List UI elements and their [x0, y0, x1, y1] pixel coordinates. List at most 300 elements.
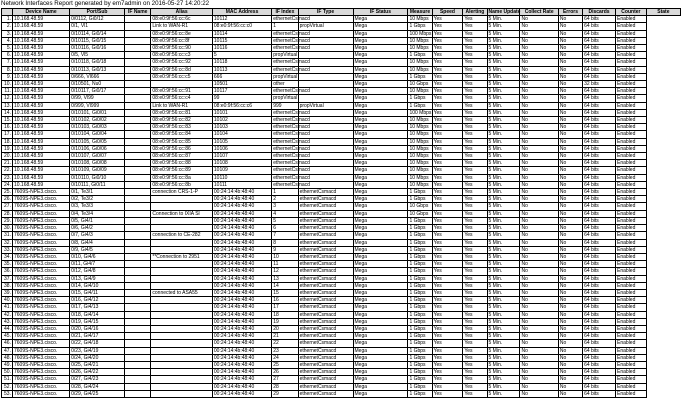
- table-cell: [151, 318, 213, 325]
- table-cell: 0/10117, Gi0/17: [70, 88, 125, 95]
- table-cell: Yes: [463, 95, 487, 102]
- table-cell: 23: [272, 347, 298, 354]
- table-cell: ethernetCsmacd: [273, 117, 310, 124]
- table-cell: Yes: [432, 282, 463, 289]
- table-cell: 12: [272, 268, 298, 275]
- table-cell: 1 Gbps: [408, 225, 432, 232]
- table-cell: Yes: [432, 376, 463, 383]
- table-cell: 0/29, Gi4/25: [70, 390, 125, 397]
- table-cell: 64 bits: [583, 196, 616, 203]
- table-cell: No: [558, 145, 582, 152]
- table-cell: 00:24:14:4b:48:40: [212, 297, 271, 304]
- table-cell: 10.168.48.59: [12, 167, 69, 174]
- table-cell: 0/14, Gi4/10: [70, 282, 125, 289]
- table-cell: ethernetCsmacd: [298, 203, 353, 210]
- table-row: [2, 340, 681, 347]
- table-cell: No: [520, 174, 558, 181]
- table-cell: [125, 282, 151, 289]
- table-cell: 51.: [2, 376, 13, 383]
- table-cell: [125, 102, 151, 109]
- table-cell: Yes: [463, 59, 487, 66]
- table-cell: 7609S-NPE3.cisco.: [12, 376, 69, 383]
- table-cell: 5 Min.: [487, 347, 520, 354]
- table-cell: Yes: [432, 145, 463, 152]
- table-cell: 64 bits: [583, 167, 616, 174]
- table-row: [2, 138, 681, 145]
- table-cell: Yes: [432, 138, 463, 145]
- table-cell: 9.: [2, 73, 13, 80]
- table-cell: 10103: [212, 124, 271, 131]
- table-cell: Enabled: [616, 66, 647, 73]
- table-cell: 64 bits: [583, 369, 616, 376]
- table-cell: 15.: [2, 117, 13, 124]
- table-cell: 5 Min.: [487, 268, 520, 275]
- table-cell: 0/9, Gi4/5: [70, 246, 125, 253]
- table-cell: Mega: [353, 347, 408, 354]
- table-cell: 00:24:14:4b:48:40: [212, 282, 271, 289]
- table-cell: Enabled: [616, 124, 647, 131]
- table-cell: Yes: [463, 383, 487, 390]
- table-cell: Yes: [432, 383, 463, 390]
- header-if-name: IF Name: [125, 9, 151, 16]
- table-cell: 08:e0:9f:56:cc:c3: [151, 52, 213, 59]
- table-row: [2, 81, 681, 88]
- table-cell: No: [558, 30, 582, 37]
- table-cell: 08:e0:9f:56:cc:c6: [212, 102, 271, 109]
- table-cell: [125, 304, 151, 311]
- table-cell: 08:e0:9f:56:cc:81: [151, 109, 213, 116]
- table-cell: 42.: [2, 311, 13, 318]
- table-cell: 1 Gbps: [408, 333, 432, 340]
- table-cell: Yes: [432, 81, 463, 88]
- table-cell: Mega: [353, 304, 408, 311]
- table-cell: Mega: [353, 73, 408, 80]
- table-cell: ethernetCsmacd: [298, 333, 353, 340]
- table-cell: 10: [272, 253, 298, 260]
- table-cell: 08:e0:9f:56:cc:92: [151, 59, 213, 66]
- table-cell: 0/4, Te3/4: [70, 210, 125, 217]
- table-cell: Yes: [463, 73, 487, 80]
- table-cell: No: [558, 275, 582, 282]
- table-cell: Mega: [353, 52, 408, 59]
- table-cell: 0/3, Te3/3: [70, 203, 125, 210]
- table-cell: Yes: [432, 66, 463, 73]
- table-cell: 5 Min.: [487, 311, 520, 318]
- table-cell: 00:24:14:4b:48:40: [212, 210, 271, 217]
- table-cell: 0/5, Gi4/1: [70, 217, 125, 224]
- table-cell: 43.: [2, 318, 13, 325]
- table-cell: Enabled: [616, 261, 647, 268]
- table-cell: 5 Min.: [487, 246, 520, 253]
- table-cell: 1 Gbps: [408, 232, 432, 239]
- table-cell: No: [558, 253, 582, 260]
- table-cell: No: [520, 268, 558, 275]
- table-cell: [125, 311, 151, 318]
- table-cell: 7609S-NPE3.cisco.: [12, 325, 69, 332]
- table-cell: 5 Min.: [487, 37, 520, 44]
- table-cell: No: [520, 318, 558, 325]
- table-cell: 12.: [2, 95, 13, 102]
- table-cell: 64 bits: [583, 37, 616, 44]
- table-cell: [298, 73, 353, 80]
- table-cell: ethernetCsmacd: [273, 174, 310, 181]
- table-cell: No: [558, 340, 582, 347]
- table-cell: 10.168.48.59: [12, 131, 69, 138]
- table-cell: 7609S-NPE3.cisco.: [12, 297, 69, 304]
- table-cell: No: [520, 73, 558, 80]
- table-cell: [125, 261, 151, 268]
- table-cell: 08:e0:9f:56:cc:91: [151, 88, 213, 95]
- table-cell: 08:e0:9f:56:cc:84: [151, 131, 213, 138]
- table-cell: 21: [272, 333, 298, 340]
- table-cell: ethernetCsmacd: [298, 376, 353, 383]
- table-cell: 64 bits: [583, 246, 616, 253]
- table-cell: Yes: [432, 153, 463, 160]
- table-cell: 16: [272, 297, 298, 304]
- table-cell: 5 Min.: [487, 361, 520, 368]
- table-cell: [151, 325, 213, 332]
- table-row: [2, 73, 681, 80]
- table-cell: Mega: [353, 203, 408, 210]
- table-cell: 0/24, Gi4/20: [70, 354, 125, 361]
- table-cell: [125, 196, 151, 203]
- table-cell: 0/22, Gi4/18: [70, 340, 125, 347]
- table-cell: 10.168.48.59: [12, 160, 69, 167]
- table-cell: 20: [272, 325, 298, 332]
- table-cell: 64 bits: [583, 16, 616, 23]
- table-cell: [125, 225, 151, 232]
- table-cell: 10 Mbps: [408, 131, 432, 138]
- table-cell: 6.: [2, 52, 13, 59]
- table-cell: 5 Min.: [487, 131, 520, 138]
- table-cell: 10102: [212, 117, 271, 124]
- table-cell: 53.: [2, 390, 13, 397]
- table-cell: No: [558, 196, 582, 203]
- table-cell: No: [558, 138, 582, 145]
- table-cell: 5 Min.: [487, 52, 520, 59]
- table-cell: No: [520, 340, 558, 347]
- table-cell: ethernetCsmacd: [298, 297, 353, 304]
- table-cell: ethernetCsmacd: [298, 304, 353, 311]
- table-cell: Link to WAN-R1: [151, 102, 213, 109]
- table-cell: No: [558, 52, 582, 59]
- table-cell: Enabled: [616, 203, 647, 210]
- table-cell: Enabled: [616, 318, 647, 325]
- table-cell: Mega: [353, 340, 408, 347]
- table-cell: 08:e0:9f:56:cc:c0: [212, 23, 271, 30]
- table-cell: propVirtual: [273, 95, 298, 102]
- table-cell: 64 bits: [583, 318, 616, 325]
- table-cell: ethernetCsmacd: [298, 232, 353, 239]
- table-cell: ethernetCsmacd: [298, 275, 353, 282]
- table-cell: [125, 189, 151, 196]
- table-cell: Yes: [432, 196, 463, 203]
- table-cell: ethernetCsmacd: [273, 153, 310, 160]
- table-cell: 1 Gbps: [408, 311, 432, 318]
- table-cell: 1: [272, 189, 298, 196]
- table-cell: ethernetCsmacd: [298, 217, 353, 224]
- table-cell: [151, 333, 213, 340]
- table-cell: ethernetCsmacd: [273, 181, 310, 188]
- table-cell: Mega: [353, 210, 408, 217]
- table-cell: Mega: [353, 333, 408, 340]
- table-cell: 10113: [212, 66, 271, 73]
- table-cell: 7609S-NPE3.cisco.: [12, 261, 69, 268]
- table-cell: ethernetCsmacd: [298, 210, 353, 217]
- table-cell: Mega: [353, 318, 408, 325]
- table-cell: No: [520, 354, 558, 361]
- table-cell: 9: [272, 246, 298, 253]
- table-cell: No: [520, 88, 558, 95]
- table-cell: 4: [272, 210, 298, 217]
- table-cell: 64 bits: [583, 325, 616, 332]
- table-cell: Enabled: [616, 297, 647, 304]
- table-cell: 08:e0:9f:56:cc:86: [151, 145, 213, 152]
- table-cell: 47.: [2, 347, 13, 354]
- table-cell: ethernetCsmacd: [298, 347, 353, 354]
- table-cell: Yes: [463, 318, 487, 325]
- table-cell: ethernetCsmacd: [273, 88, 310, 95]
- table-cell: 00:24:14:4b:48:40: [212, 268, 271, 275]
- table-cell: 1 Gbps: [408, 246, 432, 253]
- table-cell: 5 Min.: [487, 66, 520, 73]
- table-cell: Enabled: [616, 282, 647, 289]
- table-cell: Mega: [353, 383, 408, 390]
- table-cell: Yes: [432, 30, 463, 37]
- table-cell: 7609S-NPE3.cisco.: [12, 275, 69, 282]
- table-cell: No: [558, 117, 582, 124]
- table-cell: 37.: [2, 275, 13, 282]
- table-cell: No: [520, 289, 558, 296]
- table-cell: Yes: [463, 81, 487, 88]
- table-cell: 64 bits: [583, 289, 616, 296]
- table-cell: 5 Min.: [487, 253, 520, 260]
- table-row: [2, 232, 681, 239]
- table-cell: No: [520, 361, 558, 368]
- table-cell: Mega: [353, 253, 408, 260]
- table-cell: 10.168.48.59: [12, 73, 69, 80]
- table-cell: 10.168.48.59: [12, 81, 69, 88]
- table-cell: 7609S-NPE3.cisco.: [12, 383, 69, 390]
- table-cell: 10 Mbps: [408, 145, 432, 152]
- table-cell: Yes: [463, 52, 487, 59]
- table-cell: No: [558, 124, 582, 131]
- table-cell: 1 Gbps: [408, 354, 432, 361]
- table-cell: Mega: [353, 109, 408, 116]
- table-cell: [125, 318, 151, 325]
- table-cell: Yes: [463, 37, 487, 44]
- table-cell: Yes: [432, 268, 463, 275]
- table-cell: Yes: [432, 95, 463, 102]
- table-cell: 10.168.48.59: [12, 95, 69, 102]
- table-cell: [125, 253, 151, 260]
- table-cell: 00:24:14:4b:48:40: [212, 354, 271, 361]
- table-cell: 5 Min.: [487, 196, 520, 203]
- table-cell: ethernetCsmacd: [298, 196, 353, 203]
- table-cell: 00:24:14:4b:48:40: [212, 390, 271, 397]
- table-cell: 0/10103, Gi0/03: [70, 124, 125, 131]
- table-cell: No: [520, 253, 558, 260]
- table-cell: No: [520, 30, 558, 37]
- table-row: [2, 30, 681, 37]
- table-cell: [125, 160, 151, 167]
- table-cell: 0/10114, Gi0/14: [70, 30, 125, 37]
- interfaces-table: [1, 8, 681, 398]
- table-cell: 25.: [2, 189, 13, 196]
- table-cell: [125, 23, 151, 30]
- table-cell: Yes: [432, 390, 463, 397]
- table-cell: [151, 196, 213, 203]
- table-cell: 19: [272, 318, 298, 325]
- table-cell: No: [520, 333, 558, 340]
- table-cell: No: [520, 325, 558, 332]
- table-cell: 0/10102, Gi0/02: [70, 117, 125, 124]
- table-cell: Mega: [353, 131, 408, 138]
- table-cell: 00:24:14:4b:48:40: [212, 347, 271, 354]
- table-cell: Yes: [463, 347, 487, 354]
- table-cell: No: [558, 304, 582, 311]
- table-row: [2, 225, 681, 232]
- table-cell: 64 bits: [583, 66, 616, 73]
- table-cell: Yes: [463, 145, 487, 152]
- table-cell: Enabled: [616, 52, 647, 59]
- table-row: [2, 88, 681, 95]
- table-cell: 5 Min.: [487, 109, 520, 116]
- table-cell: 1 Gbps: [408, 95, 432, 102]
- table-cell: Yes: [432, 297, 463, 304]
- table-cell: No: [558, 73, 582, 80]
- table-cell: [151, 297, 213, 304]
- table-cell: 5 Min.: [487, 304, 520, 311]
- table-cell: [125, 347, 151, 354]
- table-cell: 16.: [2, 124, 13, 131]
- table-cell: 64 bits: [583, 311, 616, 318]
- table-cell: 7609S-NPE3.cisco.: [12, 311, 69, 318]
- table-cell: Yes: [463, 311, 487, 318]
- table-cell: 26.: [2, 196, 13, 203]
- table-cell: [151, 354, 213, 361]
- table-cell: 5 Min.: [487, 239, 520, 246]
- table-cell: [125, 45, 151, 52]
- table-cell: [125, 66, 151, 73]
- table-cell: 7609S-NPE3.cisco.: [12, 196, 69, 203]
- table-cell: 27: [272, 376, 298, 383]
- table-cell: 49.: [2, 361, 13, 368]
- table-cell: ethernetCsmacd: [273, 109, 310, 116]
- table-row: [2, 217, 681, 224]
- table-cell: [125, 174, 151, 181]
- table-cell: 11: [272, 261, 298, 268]
- table-cell: 33.: [2, 246, 13, 253]
- table-cell: Enabled: [616, 246, 647, 253]
- table-cell: Yes: [432, 16, 463, 23]
- table-cell: 00:24:14:4b:48:40: [212, 361, 271, 368]
- table-cell: 08:e0:9f:56:cc:8b: [151, 181, 213, 188]
- table-cell: 1 Gbps: [408, 390, 432, 397]
- table-cell: 5 Min.: [487, 203, 520, 210]
- table-cell: 29: [272, 390, 298, 397]
- table-cell: 10 Gbps: [408, 203, 432, 210]
- header-row: [2, 9, 681, 16]
- table-cell: Enabled: [616, 333, 647, 340]
- table-cell: 14: [272, 282, 298, 289]
- table-row: [2, 239, 681, 246]
- table-cell: 7609S-NPE3.cisco.: [12, 318, 69, 325]
- table-cell: 38.: [2, 282, 13, 289]
- table-cell: Enabled: [616, 45, 647, 52]
- table-cell: 32 bits: [583, 81, 616, 88]
- table-cell: 41.: [2, 304, 13, 311]
- table-cell: Yes: [432, 59, 463, 66]
- table-cell: Yes: [432, 124, 463, 131]
- table-cell: 10.168.48.59: [12, 88, 69, 95]
- table-cell: ethernetCsmacd: [298, 282, 353, 289]
- table-cell: Yes: [463, 239, 487, 246]
- table-cell: [125, 383, 151, 390]
- table-cell: 0/1, Vl1: [70, 23, 125, 30]
- table-row: [2, 203, 681, 210]
- table-cell: Yes: [463, 217, 487, 224]
- table-cell: 10108: [212, 160, 271, 167]
- table-cell: No: [520, 95, 558, 102]
- table-cell: 2.: [2, 23, 13, 30]
- table-cell: 1 Gbps: [408, 383, 432, 390]
- table-cell: Enabled: [616, 88, 647, 95]
- table-cell: 5 Min.: [487, 189, 520, 196]
- table-cell: Mega: [353, 376, 408, 383]
- table-cell: 0/99, Vl99: [70, 95, 125, 102]
- table-cell: 7609S-NPE3.cisco.: [12, 203, 69, 210]
- table-cell: No: [520, 37, 558, 44]
- table-cell: 0/8, Gi4/4: [70, 239, 125, 246]
- header-alerting: Alerting: [463, 9, 487, 16]
- table-cell: 0/18, Gi4/14: [70, 311, 125, 318]
- table-cell: 7609S-NPE3.cisco.: [12, 210, 69, 217]
- table-cell: No: [520, 369, 558, 376]
- table-cell: Mega: [353, 102, 408, 109]
- table-cell: [125, 210, 151, 217]
- table-cell: ethernetCsmacd: [298, 318, 353, 325]
- table-cell: 0/2, Te3/2: [70, 196, 125, 203]
- table-cell: 7609S-NPE3.cisco.: [12, 347, 69, 354]
- table-cell: 26: [272, 369, 298, 376]
- table-cell: 5 Min.: [487, 153, 520, 160]
- table-cell: 10.168.48.59: [12, 59, 69, 66]
- table-cell: Mega: [353, 45, 408, 52]
- table-cell: 14.: [2, 109, 13, 116]
- table-cell: 64 bits: [583, 390, 616, 397]
- table-cell: Mega: [353, 138, 408, 145]
- table-cell: 0/10110, Gi0/10: [70, 174, 125, 181]
- table-cell: 10.168.48.59: [12, 138, 69, 145]
- table-cell: 5 Min.: [487, 217, 520, 224]
- table-cell: 64 bits: [583, 23, 616, 30]
- table-cell: 0/19, Gi4/15: [70, 318, 125, 325]
- table-cell: Mega: [353, 88, 408, 95]
- table-cell: Mega: [353, 181, 408, 188]
- table-cell: No: [520, 102, 558, 109]
- table-cell: 64 bits: [583, 340, 616, 347]
- table-cell: 7609S-NPE3.cisco.: [12, 232, 69, 239]
- table-cell: 23.: [2, 174, 13, 181]
- table-cell: 1 Gbps: [408, 253, 432, 260]
- table-cell: [151, 383, 213, 390]
- table-cell: [151, 203, 213, 210]
- table-cell: ethernetCsmacd: [298, 325, 353, 332]
- table-cell: No: [558, 318, 582, 325]
- table-cell: Enabled: [616, 102, 647, 109]
- table-cell: 7609S-NPE3.cisco.: [12, 253, 69, 260]
